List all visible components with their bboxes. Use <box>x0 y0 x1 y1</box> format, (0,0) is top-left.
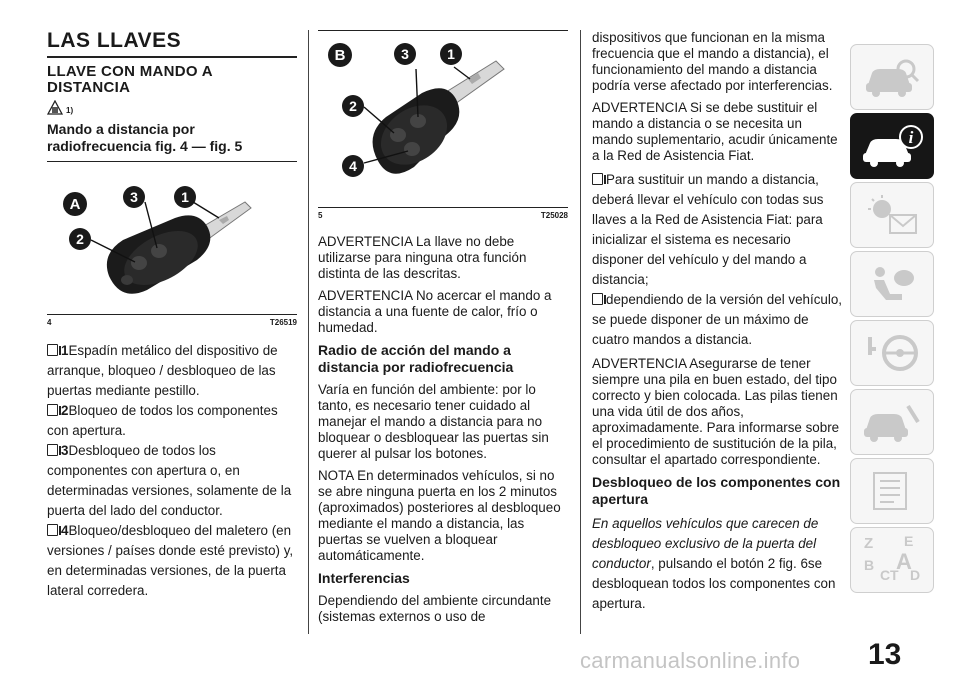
bullet-box-icon <box>47 344 58 356</box>
warning-lights-icon <box>862 193 922 237</box>
spacer <box>318 220 568 234</box>
callout-3: 3 <box>394 43 416 65</box>
list-icon <box>862 469 922 513</box>
paragraph: Dependiendo del ambiente circundante (sistemas externos o uso de <box>318 593 552 624</box>
tab-car-info[interactable] <box>850 113 934 179</box>
tab-list[interactable] <box>850 458 934 524</box>
list-item: dependiendo de la versión del vehículo, se puede disponer de un máximo de cuatro mandos a distancia. <box>592 292 842 347</box>
heading-unlock: Desbloqueo de los componentes con apertura <box>592 474 841 507</box>
list-item: 1Espadín metálico del dispositivo de arranque, bloqueo / desbloqueo de las puertas mediante pestillo. <box>47 343 278 398</box>
warning-hand-icon <box>47 100 63 115</box>
tab-car-search[interactable] <box>850 44 934 110</box>
title-divider <box>47 56 297 58</box>
spacer <box>47 327 297 341</box>
svg-text:i: i <box>908 128 914 147</box>
column-1 <box>47 30 297 601</box>
callout-1: 1 <box>440 43 462 65</box>
paragraph: ADVERTENCIA Asegurarse de tener siempre una pila en buen estado, del tipo correcto y bien colocada. Las pilas tienen una vida útil de dos años, aproximadamente. Para informarse sobre el procedimiento de sustitución de la pila, consultar el apartado correspondiente. <box>592 356 840 467</box>
callout-leader-lines <box>47 168 297 314</box>
warning-ref-label: 1) <box>66 106 74 115</box>
callout-3: 3 <box>123 186 145 208</box>
tab-steering-wheel[interactable] <box>850 320 934 386</box>
callout-A: A <box>63 192 87 216</box>
column-2 <box>318 30 568 631</box>
paragraph: ADVERTENCIA Si se debe sustituir el mando a distancia o se necesita un mando suplementario, acudir únicamente a la Red de Asistencia Fiat. <box>592 100 838 163</box>
steering-wheel-icon <box>862 331 922 375</box>
figure-top-rule <box>47 161 297 162</box>
car-repair-icon <box>862 400 922 444</box>
warning-reference[interactable] <box>47 100 297 115</box>
bullet-box-icon <box>47 444 58 456</box>
tab-alphabetical-index[interactable] <box>850 527 934 593</box>
column-divider-2 <box>580 30 581 634</box>
figure-5 <box>318 30 568 207</box>
column-divider-1 <box>308 30 309 634</box>
callout-B: B <box>328 43 352 67</box>
car-search-icon <box>862 55 922 99</box>
tab-warning-lights[interactable] <box>850 182 934 248</box>
section-title: LAS LLAVES <box>47 29 182 52</box>
figure-5-caption: 5 T25028 <box>318 207 568 220</box>
bullet-box-icon <box>592 293 603 305</box>
heading-interference: Interferencias <box>318 570 410 586</box>
tab-car-repair[interactable] <box>850 389 934 455</box>
list-item: Para sustituir un mando a distancia, deberá llevar el vehículo con todas sus llaves a la Red de Asistencia Fiat: para inicializar el sistema es necesario disponer del vehículo y del mando a distancia; <box>592 172 824 287</box>
list-item: 2Bloqueo de todos los componentes con apertura. <box>47 403 278 438</box>
paragraph: En aquellos vehículos que carecen de desbloqueo exclusivo de la puerta del conductor, pulsando el botón 2 fig. 6se desbloquean todos los componentes con apertura. <box>592 516 836 611</box>
bullet-box-icon <box>47 524 58 536</box>
index-letters-icon: Z E B A C T D <box>864 533 921 583</box>
paragraph: Varía en función del ambiente: por lo tanto, es necesario tener cuidado al manejar el mando a distancia para no bloquear o desbloquear las puertas sin querer al pulsar los botones. <box>318 382 549 461</box>
car-info-icon <box>861 123 923 169</box>
heading-range: Radio de acción del mando a distancia por radiofrecuencia <box>318 342 514 375</box>
airbag-seat-icon <box>862 262 922 306</box>
figure-4 <box>47 168 297 314</box>
list-item: 4Bloqueo/desbloqueo del maletero (en versiones / países donde esté previsto) y, en determinadas versiones, de la puerta lateral corredera. <box>47 523 294 598</box>
tab-airbag-seat[interactable] <box>850 251 934 317</box>
paragraph: ADVERTENCIA La llave no debe utilizarse para ninguna otra función distinta de las descritas. <box>318 234 527 281</box>
list-item: 3Desbloqueo de todos los componentes con apertura o, en determinadas versiones, solamente de la puerta del lado del conductor. <box>47 443 292 518</box>
paragraph: NOTA En determinados vehículos, si no se abre ninguna puerta en los 2 minutos (aproximados) posteriores al desbloqueo mediante el mando a distancia, las puertas se vuelven a bloquear automáticamente. <box>318 468 561 563</box>
callout-1: 1 <box>174 186 196 208</box>
bullet-box-icon <box>47 404 58 416</box>
subsection-title: LLAVE CON MANDO A DISTANCIA <box>47 63 213 96</box>
column-3 <box>592 30 842 620</box>
figure-4-caption: 4 T26519 <box>47 314 297 327</box>
heading-remote-control: Mando a distancia por radiofrecuencia fig. 4 — fig. 5 <box>47 121 243 154</box>
paragraph: dispositivos que funcionan en la misma frecuencia que el mando a distancia), el funcionamiento del mando a distancia podría verse afectado por interferencias. <box>592 30 833 93</box>
paragraph: ADVERTENCIA No acercar el mando a distancia a una fuente de calor, frío o humedad. <box>318 288 552 335</box>
callout-2: 2 <box>69 228 91 250</box>
callout-4: 4 <box>342 155 364 177</box>
page-number: 13 <box>868 638 902 671</box>
bullet-box-icon <box>592 173 603 185</box>
chapter-sidebar <box>850 44 934 596</box>
callout-2: 2 <box>342 95 364 117</box>
watermark: carmanualsonline.info <box>580 648 801 673</box>
